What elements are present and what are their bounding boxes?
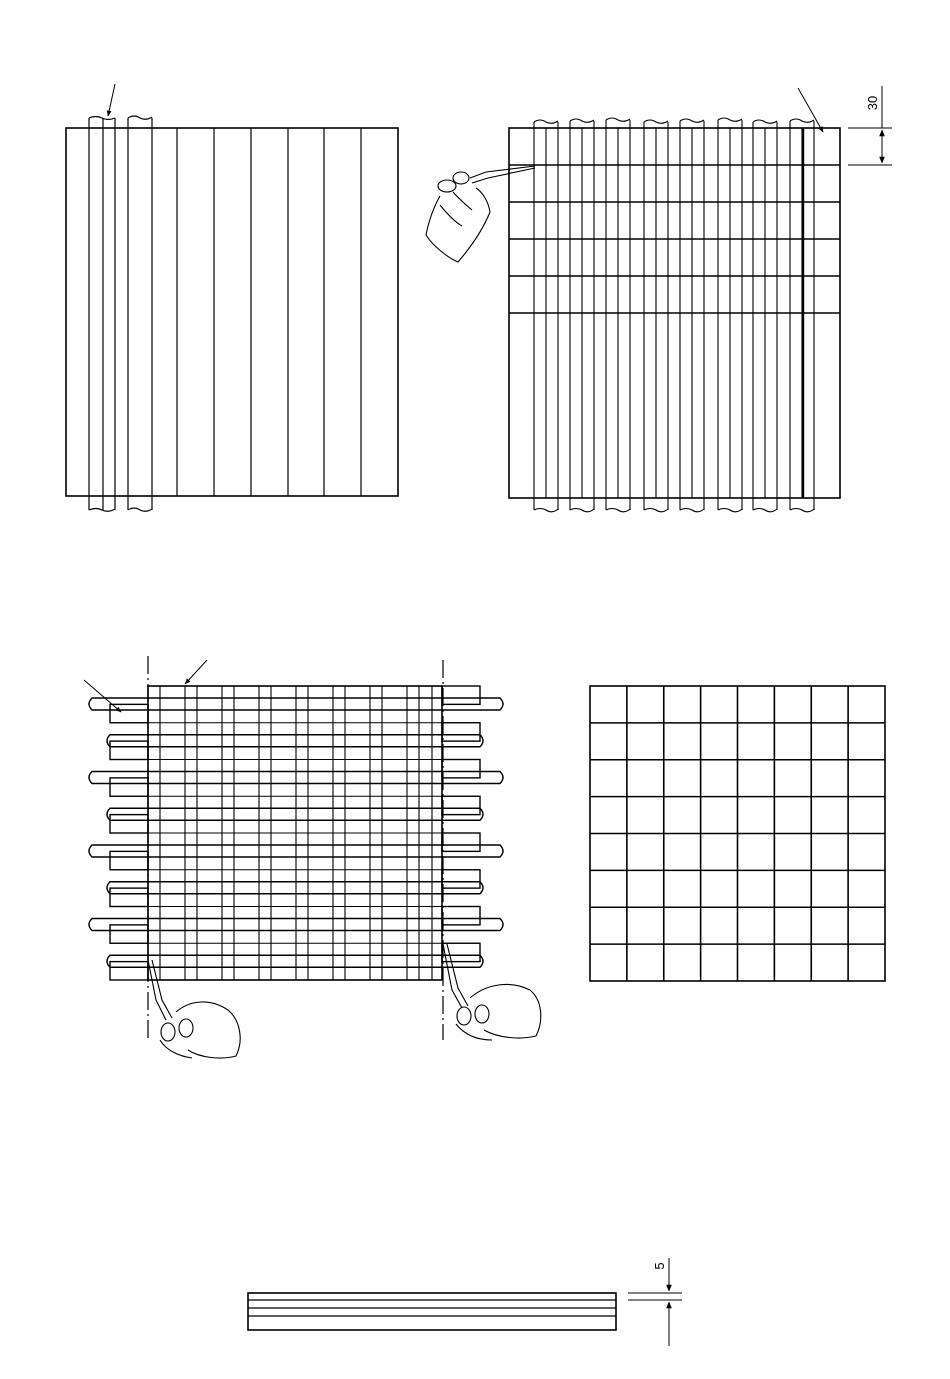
panel-woven	[84, 656, 541, 1058]
weft-tab	[110, 815, 148, 833]
weft-tab	[442, 686, 480, 704]
strip-end-top	[644, 120, 668, 123]
leader-arrow	[108, 84, 115, 116]
strip-end-top	[753, 120, 777, 123]
panel-cutting	[426, 86, 892, 512]
weft-row	[107, 808, 483, 820]
strip-end-top	[680, 119, 704, 122]
strip-end-top	[570, 119, 594, 122]
vertical-strip-ends	[534, 118, 814, 512]
warp-columns	[148, 686, 442, 980]
weft-row	[107, 955, 483, 967]
vertical-strip-lines	[534, 120, 814, 510]
dimension-label-30: 30	[865, 95, 880, 111]
strip-ends-top	[89, 116, 152, 120]
scissors-hand-icon	[148, 960, 240, 1058]
weft-tab	[110, 925, 148, 943]
strip-end-bottom	[606, 509, 630, 512]
strip-end-top	[718, 118, 742, 121]
leader-arrow	[798, 88, 823, 132]
strip-ends-bottom	[89, 508, 152, 511]
panel-finished-grid	[590, 686, 885, 981]
weft-tab	[110, 778, 148, 796]
strip-end-bottom	[534, 509, 558, 512]
strip-sheet-outline	[66, 128, 398, 496]
weft-tab	[442, 833, 480, 851]
strip-end-top	[534, 120, 558, 123]
weft-row	[107, 882, 483, 894]
scissors-hand-icon	[426, 166, 535, 262]
weft-tab	[442, 870, 480, 888]
weft-tab	[110, 741, 148, 759]
weft-tab	[442, 760, 480, 778]
weft-tab	[110, 851, 148, 869]
panel-vertical-strips	[66, 84, 398, 511]
strip-end-bottom	[753, 509, 777, 512]
strip-end-bottom	[718, 509, 742, 512]
strip-end-bottom	[680, 509, 704, 512]
strip-end-bottom	[644, 509, 668, 512]
strip-end-top	[790, 119, 814, 122]
dimension-label-5: 5	[652, 1262, 667, 1270]
weft-tab	[442, 907, 480, 925]
weft-tab	[110, 962, 148, 980]
weft-tab	[110, 888, 148, 906]
dimension-5	[628, 1258, 682, 1346]
strip-divider-lines	[89, 118, 361, 510]
side-view-outline	[248, 1293, 616, 1330]
panel-side-view	[248, 1258, 682, 1346]
weft-tab	[442, 723, 480, 741]
strip-end-bottom	[790, 509, 814, 512]
strip-end-bottom	[570, 509, 594, 512]
scissors-hand-icon	[443, 944, 541, 1040]
leader-arrow	[185, 660, 207, 684]
strip-end-top	[606, 118, 630, 121]
weft-tab	[442, 796, 480, 814]
weft-row	[107, 735, 483, 747]
